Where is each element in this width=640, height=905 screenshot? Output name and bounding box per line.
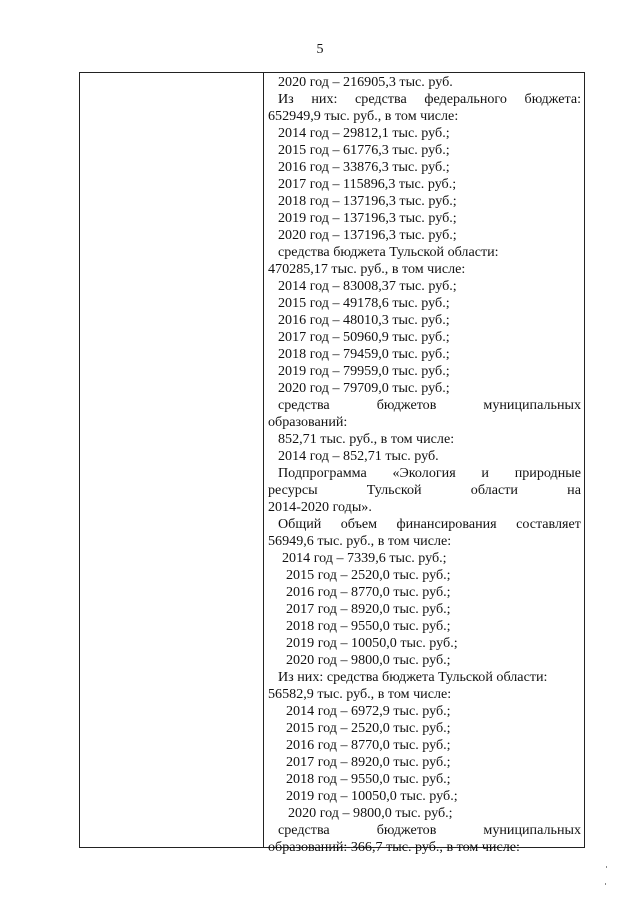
- text-line: 2016 год – 33876,3 тыс. руб.;: [278, 159, 450, 175]
- text-line: 652949,9 тыс. руб., в том числе:: [268, 108, 459, 124]
- text-line: [268, 482, 581, 499]
- text-line: Из них: средства бюджета Тульской области:: [278, 669, 548, 685]
- text-line: 2015 год – 2520,0 тыс. руб.;: [286, 567, 451, 583]
- text-line: 2018 год – 9550,0 тыс. руб.;: [286, 771, 451, 787]
- text-line: 2019 год – 10050,0 тыс. руб.;: [286, 788, 458, 804]
- financing-text-cell: [268, 74, 581, 856]
- budget-table: [79, 72, 585, 855]
- word: Из: [278, 91, 294, 107]
- word: области: [470, 482, 518, 498]
- text-line: [268, 822, 581, 839]
- column-divider: [263, 73, 264, 847]
- text-line: 56582,9 тыс. руб., в том числе:: [268, 686, 452, 702]
- word: муниципальных: [483, 397, 581, 413]
- text-line: 2018 год – 9550,0 тыс. руб.;: [286, 618, 451, 634]
- word: составляет: [516, 516, 581, 532]
- text-line: [268, 397, 581, 414]
- word: бюджета:: [524, 91, 581, 107]
- text-line: 2018 год – 79459,0 тыс. руб.;: [278, 346, 450, 362]
- scan-speck: [606, 866, 607, 868]
- text-line: 2017 год – 50960,9 тыс. руб.;: [278, 329, 450, 345]
- scan-speck: [605, 883, 606, 885]
- text-line: 2014 год – 29812,1 тыс. руб.;: [278, 125, 450, 141]
- word: федерального: [424, 91, 507, 107]
- text-line: 56949,6 тыс. руб., в том числе:: [268, 533, 452, 549]
- text-line: 2020 год – 79709,0 тыс. руб.;: [278, 380, 450, 396]
- text-line: [268, 91, 581, 108]
- text-line: 852,71 тыс. руб., в том числе:: [278, 431, 455, 447]
- text-line: 2019 год – 137196,3 тыс. руб.;: [278, 210, 457, 226]
- text-line: 2019 год – 10050,0 тыс. руб.;: [286, 635, 458, 651]
- text-line: [268, 516, 581, 533]
- word: «Экология: [392, 465, 456, 481]
- text-line: образований:: [268, 414, 348, 430]
- text-line: 2014 год – 7339,6 тыс. руб.;: [282, 550, 447, 566]
- word: Подпрограмма: [278, 465, 367, 481]
- word: бюджетов: [376, 397, 437, 413]
- text-line: 2018 год – 137196,3 тыс. руб.;: [278, 193, 457, 209]
- word: финансирования: [396, 516, 497, 532]
- text-line: 2016 год – 8770,0 тыс. руб.;: [286, 584, 451, 600]
- text-line: 2016 год – 48010,3 тыс. руб.;: [278, 312, 450, 328]
- word: них:: [311, 91, 338, 107]
- text-line: 2020 год – 9800,0 тыс. руб.;: [288, 805, 453, 821]
- text-line: 2014-2020 годы».: [268, 499, 372, 515]
- text-line: 2019 год – 79959,0 тыс. руб.;: [278, 363, 450, 379]
- text-line: 2015 год – 2520,0 тыс. руб.;: [286, 720, 451, 736]
- page-number: 5: [316, 42, 324, 57]
- left-column-cell: [80, 73, 263, 847]
- text-line: 2015 год – 61776,3 тыс. руб.;: [278, 142, 450, 158]
- word: и: [481, 465, 489, 481]
- word: ресурсы: [268, 482, 318, 498]
- word: средства: [278, 397, 330, 413]
- text-line: 2020 год – 137196,3 тыс. руб.;: [278, 227, 457, 243]
- text-line: 2014 год – 83008,37 тыс. руб.;: [278, 278, 457, 294]
- text-line: 2017 год – 8920,0 тыс. руб.;: [286, 601, 451, 617]
- word: средства: [355, 91, 407, 107]
- text-line: 2014 год – 6972,9 тыс. руб.;: [286, 703, 451, 719]
- text-line: 2020 год – 216905,3 тыс. руб.: [278, 74, 453, 90]
- word: Общий: [278, 516, 322, 532]
- text-line: 2017 год – 8920,0 тыс. руб.;: [286, 754, 451, 770]
- word: на: [567, 482, 581, 498]
- text-line: 2016 год – 8770,0 тыс. руб.;: [286, 737, 451, 753]
- text-line: 2020 год – 9800,0 тыс. руб.;: [286, 652, 451, 668]
- text-line: средства бюджета Тульской области:: [278, 244, 499, 260]
- text-line: [268, 465, 581, 482]
- text-line: 2017 год – 115896,3 тыс. руб.;: [278, 176, 457, 192]
- text-line: 470285,17 тыс. руб., в том числе:: [268, 261, 466, 277]
- word: Тульской: [366, 482, 422, 498]
- word: муниципальных: [483, 822, 581, 838]
- word: средства: [278, 822, 330, 838]
- word: природные: [514, 465, 581, 481]
- text-line: образований: 366,7 тыс. руб., в том числе:: [268, 839, 520, 855]
- text-line: 2014 год – 852,71 тыс. руб.: [278, 448, 439, 464]
- word: бюджетов: [376, 822, 437, 838]
- word: объем: [340, 516, 378, 532]
- text-line: 2015 год – 49178,6 тыс. руб.;: [278, 295, 450, 311]
